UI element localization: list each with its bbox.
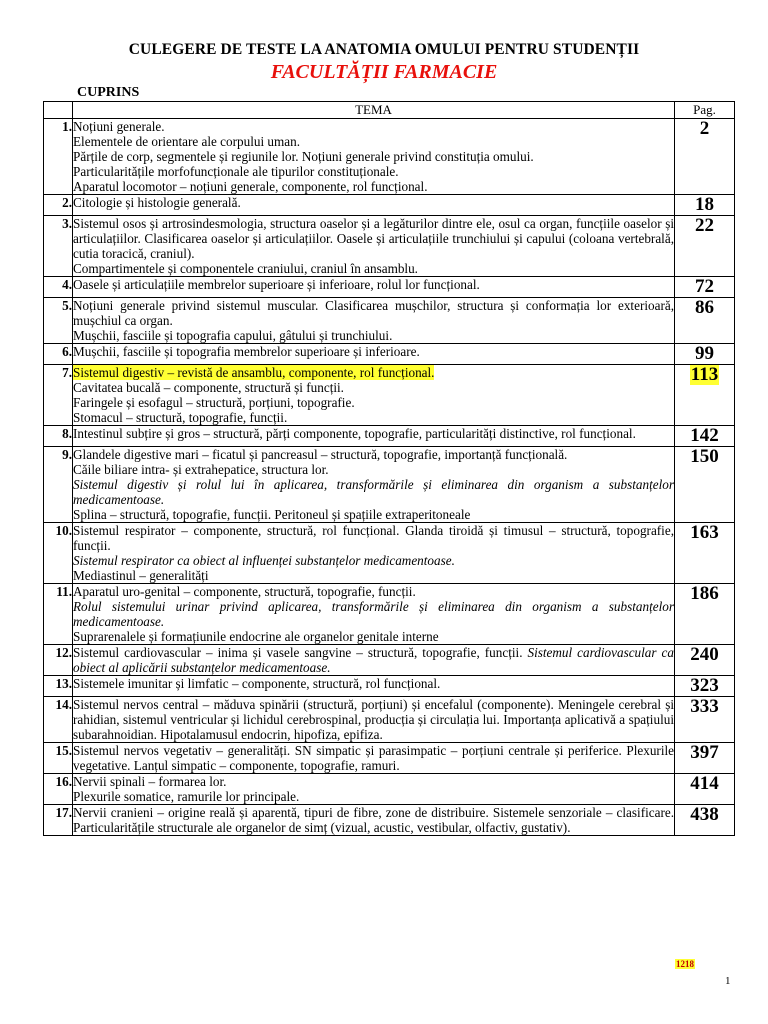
row-number: 8.: [44, 426, 73, 447]
topic-text: Oasele și articulațiile membrelor superioare și inferioare, rolul lor funcțional.: [73, 277, 480, 292]
table-row: [44, 523, 735, 584]
section-heading: CUPRINS: [77, 85, 140, 100]
topic-text: Aparatul locomotor – noțiuni generale, componente, rol funcțional.: [73, 179, 428, 194]
row-page-number: 438: [690, 804, 719, 825]
table-header-row: [44, 102, 735, 119]
row-topic: [73, 119, 675, 195]
topic-text: Sistemul osos și artrosindesmologia, structura oaselor și a legăturilor dintre ele, osul ca organ, funcțiile oaselor și articulațiilor. Clasificarea oaselor și articulațiilor. Oasele și articulațiile trunchiului și capului (coloana vertebrală, cutia toracică, craniul).: [73, 216, 674, 261]
topic-text: Compartimentele și componentele craniului, craniul în ansamblu.: [73, 261, 418, 276]
row-page-number: 397: [690, 742, 719, 763]
row-page-number: 323: [690, 675, 719, 696]
row-number: 7.: [44, 365, 73, 426]
topic-text: Cavitatea bucală – componente, structură și funcții.: [73, 380, 344, 395]
topic-line: [73, 216, 674, 261]
row-page-cell: [675, 216, 735, 277]
topic-text: Suprarenalele și formațiunile endocrine ale organelor genitale interne: [73, 629, 439, 644]
row-page-number: 86: [695, 297, 714, 318]
row-page-number: 22: [695, 215, 714, 236]
row-topic: [73, 743, 675, 774]
row-page-number: 414: [690, 773, 719, 794]
topic-line: [73, 599, 674, 629]
topic-text-italic: Sistemul cardiovascular ca obiect al aplicării substanțelor medicamentoase.: [73, 645, 674, 675]
row-number: 13.: [44, 676, 73, 697]
row-number: 15.: [44, 743, 73, 774]
topic-line: [73, 697, 674, 742]
row-page-cell: [675, 298, 735, 344]
row-topic: [73, 523, 675, 584]
contents-table-body: [44, 119, 735, 836]
table-row: [44, 447, 735, 523]
row-number: 6.: [44, 344, 73, 365]
topic-text: Nervii spinali – formarea lor.: [73, 774, 227, 789]
topic-text: Mușchii, fasciile și topografia membrelor superioare și inferioare.: [73, 344, 420, 359]
topic-text: Plexurile somatice, ramurile lor principale.: [73, 789, 300, 804]
topic-text: Părțile de corp, segmentele și regiunile lor. Noțiuni generale privind constituția omului.: [73, 149, 534, 164]
row-topic: [73, 426, 675, 447]
row-page-number: 333: [690, 696, 719, 717]
topic-line: [73, 179, 674, 194]
topic-line: [73, 365, 674, 380]
row-page-number: 186: [690, 583, 719, 604]
row-number: 12.: [44, 645, 73, 676]
topic-text: Sistemul respirator – componente, structură, rol funcțional. Glanda tiroidă și timusul – structură, topografie, funcții.: [73, 523, 674, 553]
table-row: [44, 774, 735, 805]
table-row: [44, 805, 735, 836]
number-column-header: [44, 102, 73, 119]
row-number: 3.: [44, 216, 73, 277]
table-row: [44, 584, 735, 645]
topic-text: Particularitățile morfofuncționale ale tipurilor constituționale.: [73, 164, 399, 179]
table-row: [44, 298, 735, 344]
row-page-number: 163: [690, 522, 719, 543]
row-number: 14.: [44, 697, 73, 743]
page-stamp: 1218: [676, 959, 694, 969]
row-topic: [73, 298, 675, 344]
table-row: [44, 697, 735, 743]
topic-line: [73, 344, 674, 359]
topic-line: [73, 164, 674, 179]
topic-line: [73, 380, 674, 395]
row-page-number: 240: [690, 644, 719, 665]
topic-text: Splina – structură, topografie, funcții. Peritoneul și spațiile extraperitoneale: [73, 507, 471, 522]
topic-text: Sistemul nervos central – măduva spinării (structură, porțiuni) și encefalul (componente). Meningele cerebral și rahidian, sistemul ventricular și lichidul cerebrospinal, producția și circulația lui. Importanța aplicativă a spațiului subarahnoidian. Hipotalamusul endocrin, hipofiza, epifiza.: [73, 697, 674, 742]
topic-line: [73, 462, 674, 477]
topic-text: Elementele de orientare ale corpului uman.: [73, 134, 301, 149]
row-page-cell: [675, 676, 735, 697]
topic-text: Sistemul digestiv și rolul lui în aplicarea, transformările și eliminarea din organism a substanțelor medicamentoase.: [73, 477, 674, 507]
row-page-number: 150: [690, 446, 719, 467]
topic-line: [73, 645, 674, 675]
topic-line: [73, 426, 674, 441]
row-topic: [73, 676, 675, 697]
table-row: [44, 119, 735, 195]
row-page-cell: [675, 743, 735, 774]
row-page-number: 142: [690, 425, 719, 446]
topic-line: [73, 553, 674, 568]
row-topic: [73, 697, 675, 743]
topic-line: [73, 328, 674, 343]
row-topic: [73, 584, 675, 645]
row-page-cell: [675, 119, 735, 195]
row-number: 2.: [44, 195, 73, 216]
topic-line: [73, 523, 674, 553]
page-column-header: Pag.: [675, 102, 735, 119]
row-topic: [73, 216, 675, 277]
row-page-cell: [675, 697, 735, 743]
row-page-cell: [675, 365, 735, 426]
topic-text: Intestinul subțire și gros – structură, părți componente, topografie, particularități distinctive, rol funcțional.: [73, 426, 636, 441]
topic-line: [73, 743, 674, 773]
row-number: 4.: [44, 277, 73, 298]
document-title: CULEGERE DE TESTE LA ANATOMIA OMULUI PENTRU STUDENȚII: [128, 41, 640, 58]
row-number: 17.: [44, 805, 73, 836]
topic-text: Rolul sistemului urinar privind aplicarea, transformările și eliminarea din organism a substanțelor medicamentoase.: [73, 599, 674, 629]
row-page-cell: [675, 195, 735, 216]
row-topic: [73, 195, 675, 216]
row-page-cell: [675, 645, 735, 676]
topic-text: Glandele digestive mari – ficatul și pancreasul – structură, topografie, importanță funcțională.: [73, 447, 568, 462]
table-row: [44, 277, 735, 298]
topic-line: [73, 584, 674, 599]
row-page-cell: [675, 447, 735, 523]
topic-text: Sistemul cardiovascular – inima și vasele sangvine – structură, topografie, funcții.: [73, 645, 523, 660]
table-row: [44, 426, 735, 447]
topic-text: Sistemul nervos vegetativ – generalități. SN simpatic și parasimpatic – porțiuni centrale și periferice. Plexurile vegetative. Lanțul simpatic – componente, topografie, ramuri.: [73, 743, 674, 773]
topic-line: [73, 805, 674, 835]
topic-line: [73, 447, 674, 462]
topic-column-header: TEMA: [73, 102, 675, 119]
topic-text: Sistemul respirator ca obiect al influenței substanțelor medicamentoase.: [73, 553, 455, 568]
page-number: 1: [725, 975, 731, 987]
topic-text: Căile biliare intra- și extrahepatice, structura lor.: [73, 462, 329, 477]
contents-table: [43, 101, 735, 836]
topic-text: Mușchii, fasciile și topografia capului, gâtului și trunchiului.: [73, 328, 393, 343]
topic-text: Stomacul – structură, topografie, funcții.: [73, 410, 288, 425]
row-page-number: 99: [695, 343, 714, 364]
row-topic: [73, 277, 675, 298]
document-subtitle: FACULTĂȚII FARMACIE: [270, 61, 498, 83]
row-page-cell: [675, 344, 735, 365]
topic-text: Noțiuni generale privind sistemul muscular. Clasificarea mușchilor, structura și conformația lor exterioară, mușchiul ca organ.: [73, 298, 674, 328]
topic-line: [73, 477, 674, 507]
topic-text: Aparatul uro-genital – componente, structură, topografie, funcții.: [73, 584, 416, 599]
row-page-number: 113: [690, 364, 719, 385]
row-page-cell: [675, 426, 735, 447]
row-topic: [73, 805, 675, 836]
table-row: [44, 743, 735, 774]
row-topic: [73, 365, 675, 426]
row-number: 11.: [44, 584, 73, 645]
row-number: 10.: [44, 523, 73, 584]
row-page-cell: [675, 277, 735, 298]
topic-line: [73, 507, 674, 522]
topic-line: [73, 149, 674, 164]
row-number: 16.: [44, 774, 73, 805]
row-page-cell: [675, 523, 735, 584]
topic-line: [73, 774, 674, 789]
row-number: 9.: [44, 447, 73, 523]
topic-line: [73, 195, 674, 210]
topic-line: [73, 298, 674, 328]
topic-line: [73, 134, 674, 149]
topic-line: [73, 676, 674, 691]
topic-line: [73, 410, 674, 425]
table-row: [44, 365, 735, 426]
highlighted-topic-text: Sistemul digestiv – revistă de ansamblu, componente, rol funcțional.: [73, 365, 435, 380]
table-row: [44, 344, 735, 365]
table-row: [44, 216, 735, 277]
row-page-cell: [675, 805, 735, 836]
row-page-number: 72: [695, 276, 714, 297]
topic-line: [73, 119, 674, 134]
topic-text: Faringele și esofagul – structură, porțiuni, topografie.: [73, 395, 355, 410]
row-page-number: 18: [695, 194, 714, 215]
row-number: 5.: [44, 298, 73, 344]
row-topic: [73, 774, 675, 805]
topic-line: [73, 568, 674, 583]
table-row: [44, 645, 735, 676]
topic-text: Citologie și histologie generală.: [73, 195, 241, 210]
table-row: [44, 195, 735, 216]
row-number: 1.: [44, 119, 73, 195]
row-topic: [73, 344, 675, 365]
topic-line: [73, 789, 674, 804]
topic-line: [73, 629, 674, 644]
topic-line: [73, 261, 674, 276]
row-page-cell: [675, 584, 735, 645]
topic-line: [73, 277, 674, 292]
topic-text: Sistemele imunitar și limfatic – componente, structură, rol funcțional.: [73, 676, 441, 691]
topic-text: Noțiuni generale.: [73, 119, 165, 134]
table-row: [44, 676, 735, 697]
topic-text: Mediastinul – generalități: [73, 568, 209, 583]
row-topic: [73, 645, 675, 676]
topic-line: [73, 395, 674, 410]
row-page-cell: [675, 774, 735, 805]
row-page-number: 2: [699, 118, 710, 139]
row-topic: [73, 447, 675, 523]
topic-text: Nervii cranieni – origine reală și aparentă, tipuri de fibre, zone de distribuire. Sistemele senzoriale – clasificare. Particularitățile structurale ale organelor de simț (vizual, acustic, vestibular, olfactiv, gustativ).: [73, 805, 674, 835]
